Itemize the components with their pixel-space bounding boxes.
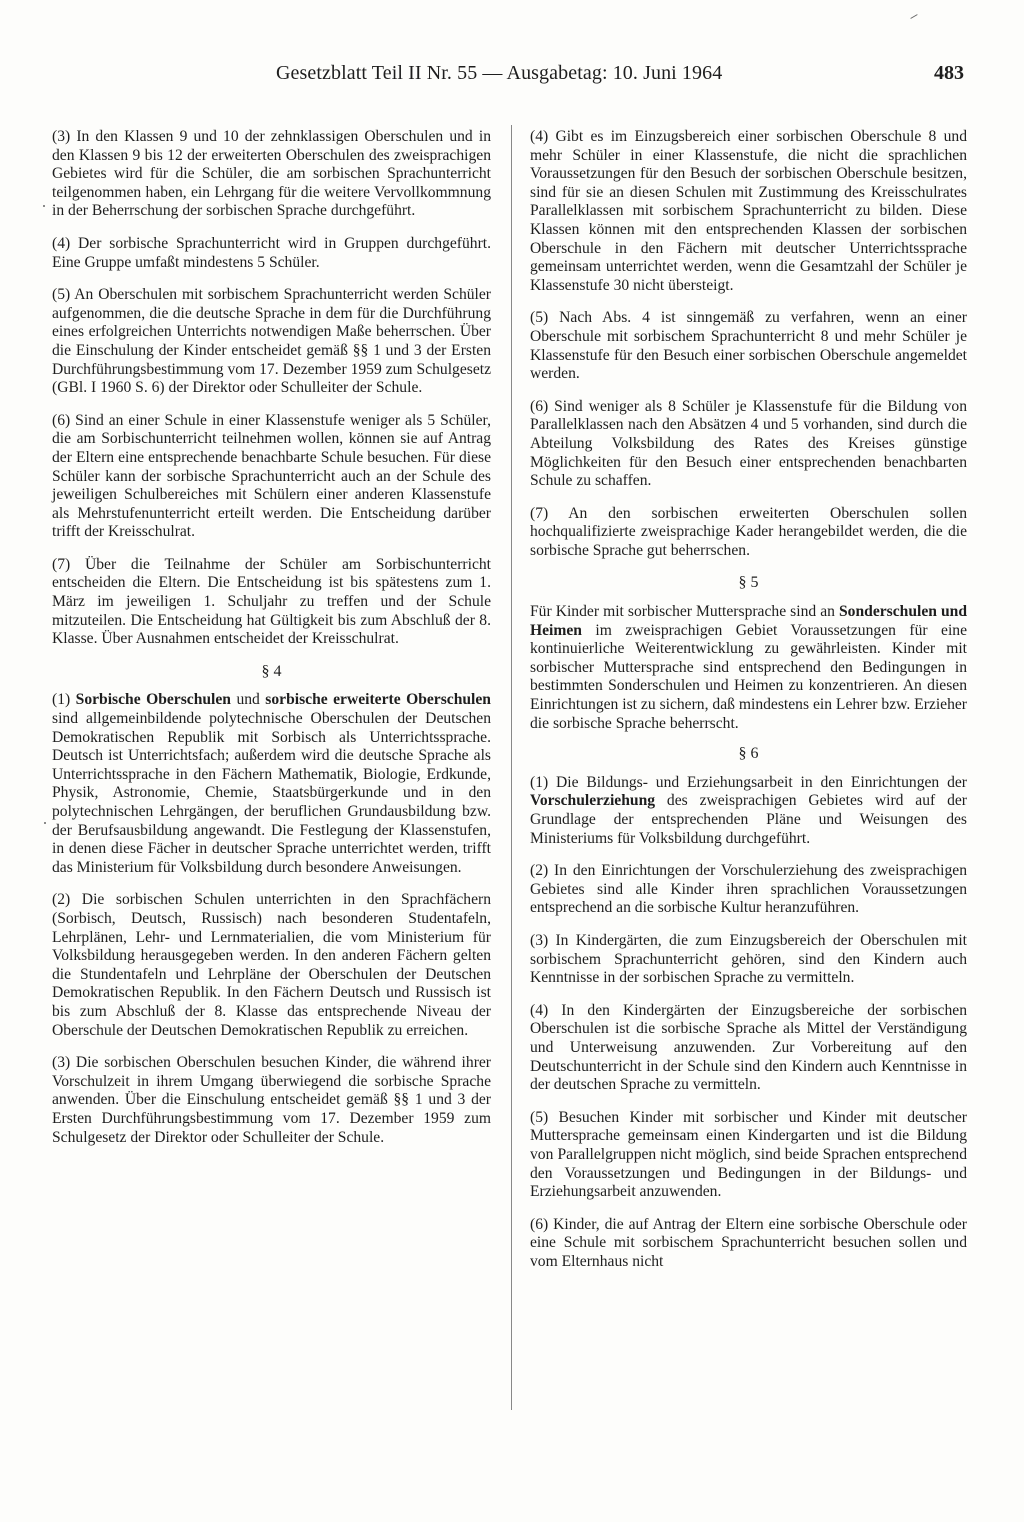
scan-speck (43, 205, 45, 207)
bold-term: Sorbische Oberschulen (75, 691, 231, 709)
paragraph-6-1 (530, 774, 967, 848)
paragraph-6-5: (5) Besuchen Kinder mit sorbischer und Kinder mit deutscher Muttersprache gemeinsam einen Kindergarten und ist die Bildung von Parallelgruppen nicht möglich, sind beide Sprachen entsprechend den Voraussetzungen und Bedingungen in der Bildungs- und Erziehungsarbeit anzuwenden. (530, 1108, 967, 1201)
paragraph-3-7: (7) Über die Teilnahme der Schüler am Sorbischunterricht entscheiden die Eltern. Die Entscheidung ist bis spätestens zum 1. März im jeweiligen 1. Schuljahr zu treffen und der Schule mitzuteilen. Die Entscheidung hat Gültigkeit bis zum Abschluß der 8. Klasse. Über Ausnahmen entscheidet der Kreisschulrat. (52, 555, 491, 648)
paragraph-4-2: (2) Die sorbischen Schulen unterrichten in den Sprachfächern (Sorbisch, Deutsch, Russisch) nach besonderen Studentafeln, Lehrplänen, Lehr- und Lernmaterialien, die vom Ministerium für Volksbildung herausgegeben werden. In den anderen Fächern gelten die Stundentafeln und Lehrpläne der Oberschulen der Deutschen Demokratischen Republik. In den Fächern Deutsch und Russisch ist bis zum Abschluß der 8. Klasse das entsprechende Niveau der Oberschule der Deutschen Demokratischen Republik zu erreichen. (52, 891, 491, 1039)
bold-term: Vorschulerziehung (530, 792, 656, 810)
paragraph-6-3: (3) In Kindergärten, die zum Einzugsbereich der Oberschulen mit sorbischem Sprachunterricht gehören, sind den Kindern auch Kenntnisse in der sorbischen Sprache zu vermitteln. (530, 931, 967, 987)
text-run: im zweisprachigen Gebiet Voraussetzungen für eine kontinuierliche Weiterentwicklung zu gewährleisten. Kinder mit sorbischer Muttersprache sind entsprechend den Bedingungen in bestimmten Sonderschulen und Heimen zu konzentrieren. An diesen Einrichtungen ist zu sichern, daß mindestens ein Lehrer bzw. Erzieher die sorbische Sprache beherrscht. (530, 621, 967, 732)
paragraph-4-6: (6) Sind weniger als 8 Schüler je Klassenstufe für die Bildung von Parallelklassen nach den Absätzen 4 und 5 vorhanden, sind durch die Abteilung Volksbildung des Rates des Kreises günstige Möglichkeiten für den Besuch einer entsprechenden benachbarten Schule zu schaffen. (530, 397, 967, 490)
section-heading-6: § 6 (738, 745, 759, 763)
paragraph-3-5: (5) An Oberschulen mit sorbischem Sprachunterricht werden Schüler aufgenommen, die die deutsche Sprache in dem für die Durchführung eines erfolgreichen Unterrichts notwendigen Maße beherrschen. Über die Einschulung der Kinder entscheidet gemäß §§ 1 und 3 der Ersten Durchführungsbestimmung vom 17. Dezember 1959 zum Schulgesetz (GBl. I 1960 S. 6) der Direktor oder Schulleiter der Schule. (52, 286, 491, 397)
paragraph-6-4: (4) In den Kindergärten der Einzugsbereiche der sorbischen Oberschulen ist die sorbische Sprache als Mittel der Verständigung und Unterweisung anzuwenden. Zur Vorbereitung auf den Deutschunterricht in der Schule sind den Kindern auch Kenntnisse in der deutschen Sprache zu vermitteln. (530, 1001, 967, 1094)
paragraph-6-2: (2) In den Einrichtungen der Vorschulerziehung des zweisprachigen Gebietes sind alle Kinder ihren sprachlichen Voraussetzungen entsprechend an die sorbische Kultur heranzuführen. (530, 862, 967, 917)
paragraph-4-1 (52, 691, 491, 877)
paragraph-3-4: (4) Der sorbische Sprachunterricht wird in Gruppen durchgeführt. Eine Gruppe umfaßt mindestens 5 Schüler. (52, 234, 491, 271)
right-column (530, 128, 967, 1285)
scan-mark (910, 14, 917, 19)
paragraph-4-3: (3) Die sorbischen Oberschulen besuchen Kinder, die während ihrer Vorschulzeit in ihrem Umgang überwiegend die sorbische Sprache anwenden. Über die Einschulung entscheidet gemäß §§ 1 und 3 der Ersten Durchführungsbestimmung vom 17. Dezember 1959 zum Schulgesetz der Direktor oder Schulleiter der Schule. (52, 1054, 491, 1146)
paragraph-5 (530, 603, 967, 733)
paragraph-3-6: (6) Sind an einer Schule in einer Klassenstufe weniger als 5 Schüler, die am Sorbischunterricht teilnehmen wollen, können sie auf Antrag der Eltern eine entsprechende benachbarte Schule besuchen. Für diese Schüler kann der sorbische Sprachunterricht auch an der Schule des jeweiligen Schulbereiches mit Schülern einer anderen Klassenstufe als Mehrstufenunterricht erteilt werden. Die Entscheidung darüber trifft der Kreisschulrat. (52, 411, 491, 541)
bold-term: Sonderschulen und Heimen (530, 603, 967, 639)
left-column (52, 128, 491, 1161)
paragraph-3-3: (3) In den Klassen 9 und 10 der zehnklassigen Oberschulen und in den Klassen 9 bis 12 der erweiterten Oberschulen des zweisprachigen Gebietes wird für die Schüler, die am sorbischen Sprachunterricht teilgenommen haben, ein Lehrgang für die weitere Vervollkommnung in der Beherrschung der sorbischen Sprache durchgeführt. (52, 128, 491, 220)
text-run: und (230, 691, 266, 709)
text-run: Für Kinder mit sorbischer Muttersprache sind an (530, 603, 839, 621)
text-run: sind allgemeinbildende polytechnische Oberschulen der Deutschen Demokratischen Republik mit Sorbisch als Unterrichtssprache. Deutsch ist Unterrichtsfach; außerdem wird die deutsche Sprache als Unterrichtssprache in den Fächern Mathematik, Biologie, Erdkunde, Physik, Astronomie, Chemie, Staatsbürgerkunde und in den polytechnischen Lehrgängen, der beruflichen Grundausbildung bzw. der Berufsausbildung angewandt. Die Festlegung der Klassenstufen, in denen diese Fächer in deutscher Sprache unterrichtet werden, trifft das Ministerium für Volksbildung durch besondere Anweisungen. (52, 710, 491, 876)
bold-term: sorbische erweiterte Oberschulen (265, 691, 491, 709)
scan-speck (44, 822, 46, 824)
paragraph-4-4: (4) Gibt es im Einzugsbereich einer sorbischen Oberschule 8 und mehr Schüler in einer Klassenstufe, die nicht die sprachlichen Voraussetzungen für den Besuch der sorbischen Oberschule besitzen, sind für sie an diesen Schulen mit Zustimmung des Kreisschulrates Parallelklassen mit sorbischem Sprachunterricht zu bilden. Diese Klassen können mit den entsprechenden Klassen der sorbischen Oberschule in den Fächern mit deutscher Unterrichtssprache gemeinsam unterrichtet werden, wenn die Gesamtzahl der Schüler je Klassenstufe 30 nicht übersteigt. (530, 128, 967, 294)
header-title: Gesetzblatt Teil II Nr. 55 — Ausgabetag: 10. Juni 1964 (276, 62, 723, 84)
text-run: des zweisprachigen Gebietes wird auf der Grundlage der entsprechenden Pläne und Weisungen des Ministeriums für Volksbildung durchgeführt. (530, 792, 967, 847)
paragraph-4-5: (5) Nach Abs. 4 ist sinngemäß zu verfahren, wenn an einer Oberschule mit sorbischem Sprachunterricht 8 und mehr Schüler je Klassenstufe für den Besuch einer sorbischen Oberschule angemeldet werden. (530, 309, 967, 383)
column-divider (511, 125, 512, 1410)
paragraph-4-7: (7) An den sorbischen erweiterten Oberschulen sollen hochqualifizierte zweisprachige Kader herangebildet werden, die die sorbische Sprache gut beherrschen. (530, 504, 967, 559)
paragraph-6-6: (6) Kinder, die auf Antrag der Eltern eine sorbische Oberschule oder eine Schule mit sorbischem Sprachunterricht besuchen sollen und vom Elternhaus nicht (530, 1215, 967, 1270)
text-run: (1) (52, 691, 76, 709)
section-heading-4: § 4 (261, 662, 282, 680)
page-header (0, 62, 1024, 92)
page-number: 483 (934, 62, 964, 84)
section-heading-5: § 5 (738, 574, 759, 592)
text-run: (1) Die Bildungs- und Erziehungsarbeit in den Einrichtungen der (530, 773, 967, 791)
